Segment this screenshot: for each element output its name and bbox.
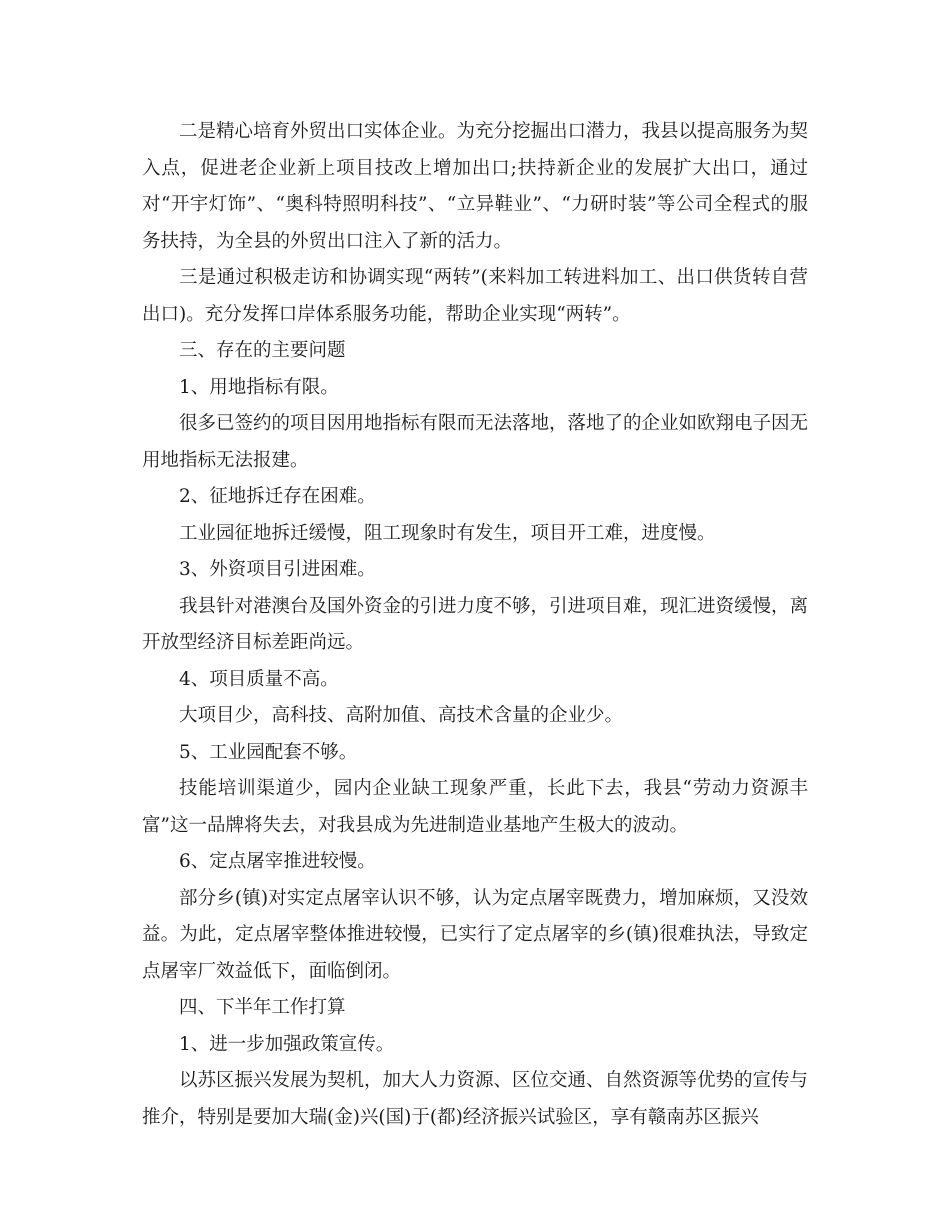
problem-heading-3: 3、外资项目引进困难。 (179, 559, 376, 580)
problem-text-5: 技能培训渠道少，园内企业缺工现象严重，长此下去，我县“劳动力资源丰富”这一品牌将失去，对我县成为先进制造业基地产生极大的波动。 (142, 778, 808, 836)
problem-text-1: 很多已签约的项目因用地指标有限而无法落地，落地了的企业如欧翔电子因无用地指标无法报建。 (142, 413, 809, 471)
paragraph-export-entities: 二是精心培育外贸出口实体企业。为充分挖掘出口潜力，我县以提高服务为契入点，促进老企业新上项目技改上增加出口;扶持新企业的发展扩大出口，通过对“开宇灯饰”、“奥科特照明科技”、“立异鞋业”、“力研时装”等公司全程式的服务扶持，为全县的外贸出口注入了新的活力。 (142, 121, 809, 252)
problem-heading-1: 1、用地指标有限。 (179, 376, 339, 398)
problem-heading-4: 4、项目质量不高。 (179, 668, 339, 690)
problem-text-4: 大项目少，高科技、高附加值、高技术含量的企业少。 (179, 705, 624, 726)
problem-text-2: 工业园征地拆迁缓慢，阻工现象时有发生，项目开工难，进度慢。 (179, 522, 716, 544)
problem-heading-5: 5、工业园配套不够。 (179, 741, 358, 763)
document-body (142, 114, 808, 1136)
problem-heading-6: 6、定点屠宰推进较慢。 (179, 851, 376, 872)
plan-heading-1: 1、进一步加强政策宣传。 (179, 1033, 395, 1055)
problem-text-6: 部分乡(镇)对实定点屠宰认识不够，认为定点屠宰既费力，增加麻烦，又没效益。为此，定点屠宰整体推进较慢，已实行了定点屠宰的乡(镇)很难执法，导致定点屠宰厂效益低下，面临倒闭。 (142, 887, 808, 982)
section-heading-main-problems: 三、存在的主要问题 (179, 340, 346, 361)
problem-heading-2: 2、征地拆迁存在困难。 (179, 486, 376, 507)
paragraph-two-transformations: 三是通过积极走访和协调实现“两转”(来料加工转进料加工、出口供货转自营出口)。充分发挥口岸体系服务功能，帮助企业实现“两转”。 (142, 267, 808, 325)
plan-text-1: 以苏区振兴发展为契机，加大人力资源、区位交通、自然资源等优势的宣传与推介，特别是要加大瑞(金)兴(国)于(都)经济振兴试验区，享有赣南苏区振兴 (142, 1070, 809, 1128)
section-heading-work-plan: 四、下半年工作打算 (179, 997, 346, 1018)
problem-text-3: 我县针对港澳台及国外资金的引进力度不够，引进项目难，现汇进资缓慢，离开放型经济目标差距尚远。 (142, 595, 809, 653)
